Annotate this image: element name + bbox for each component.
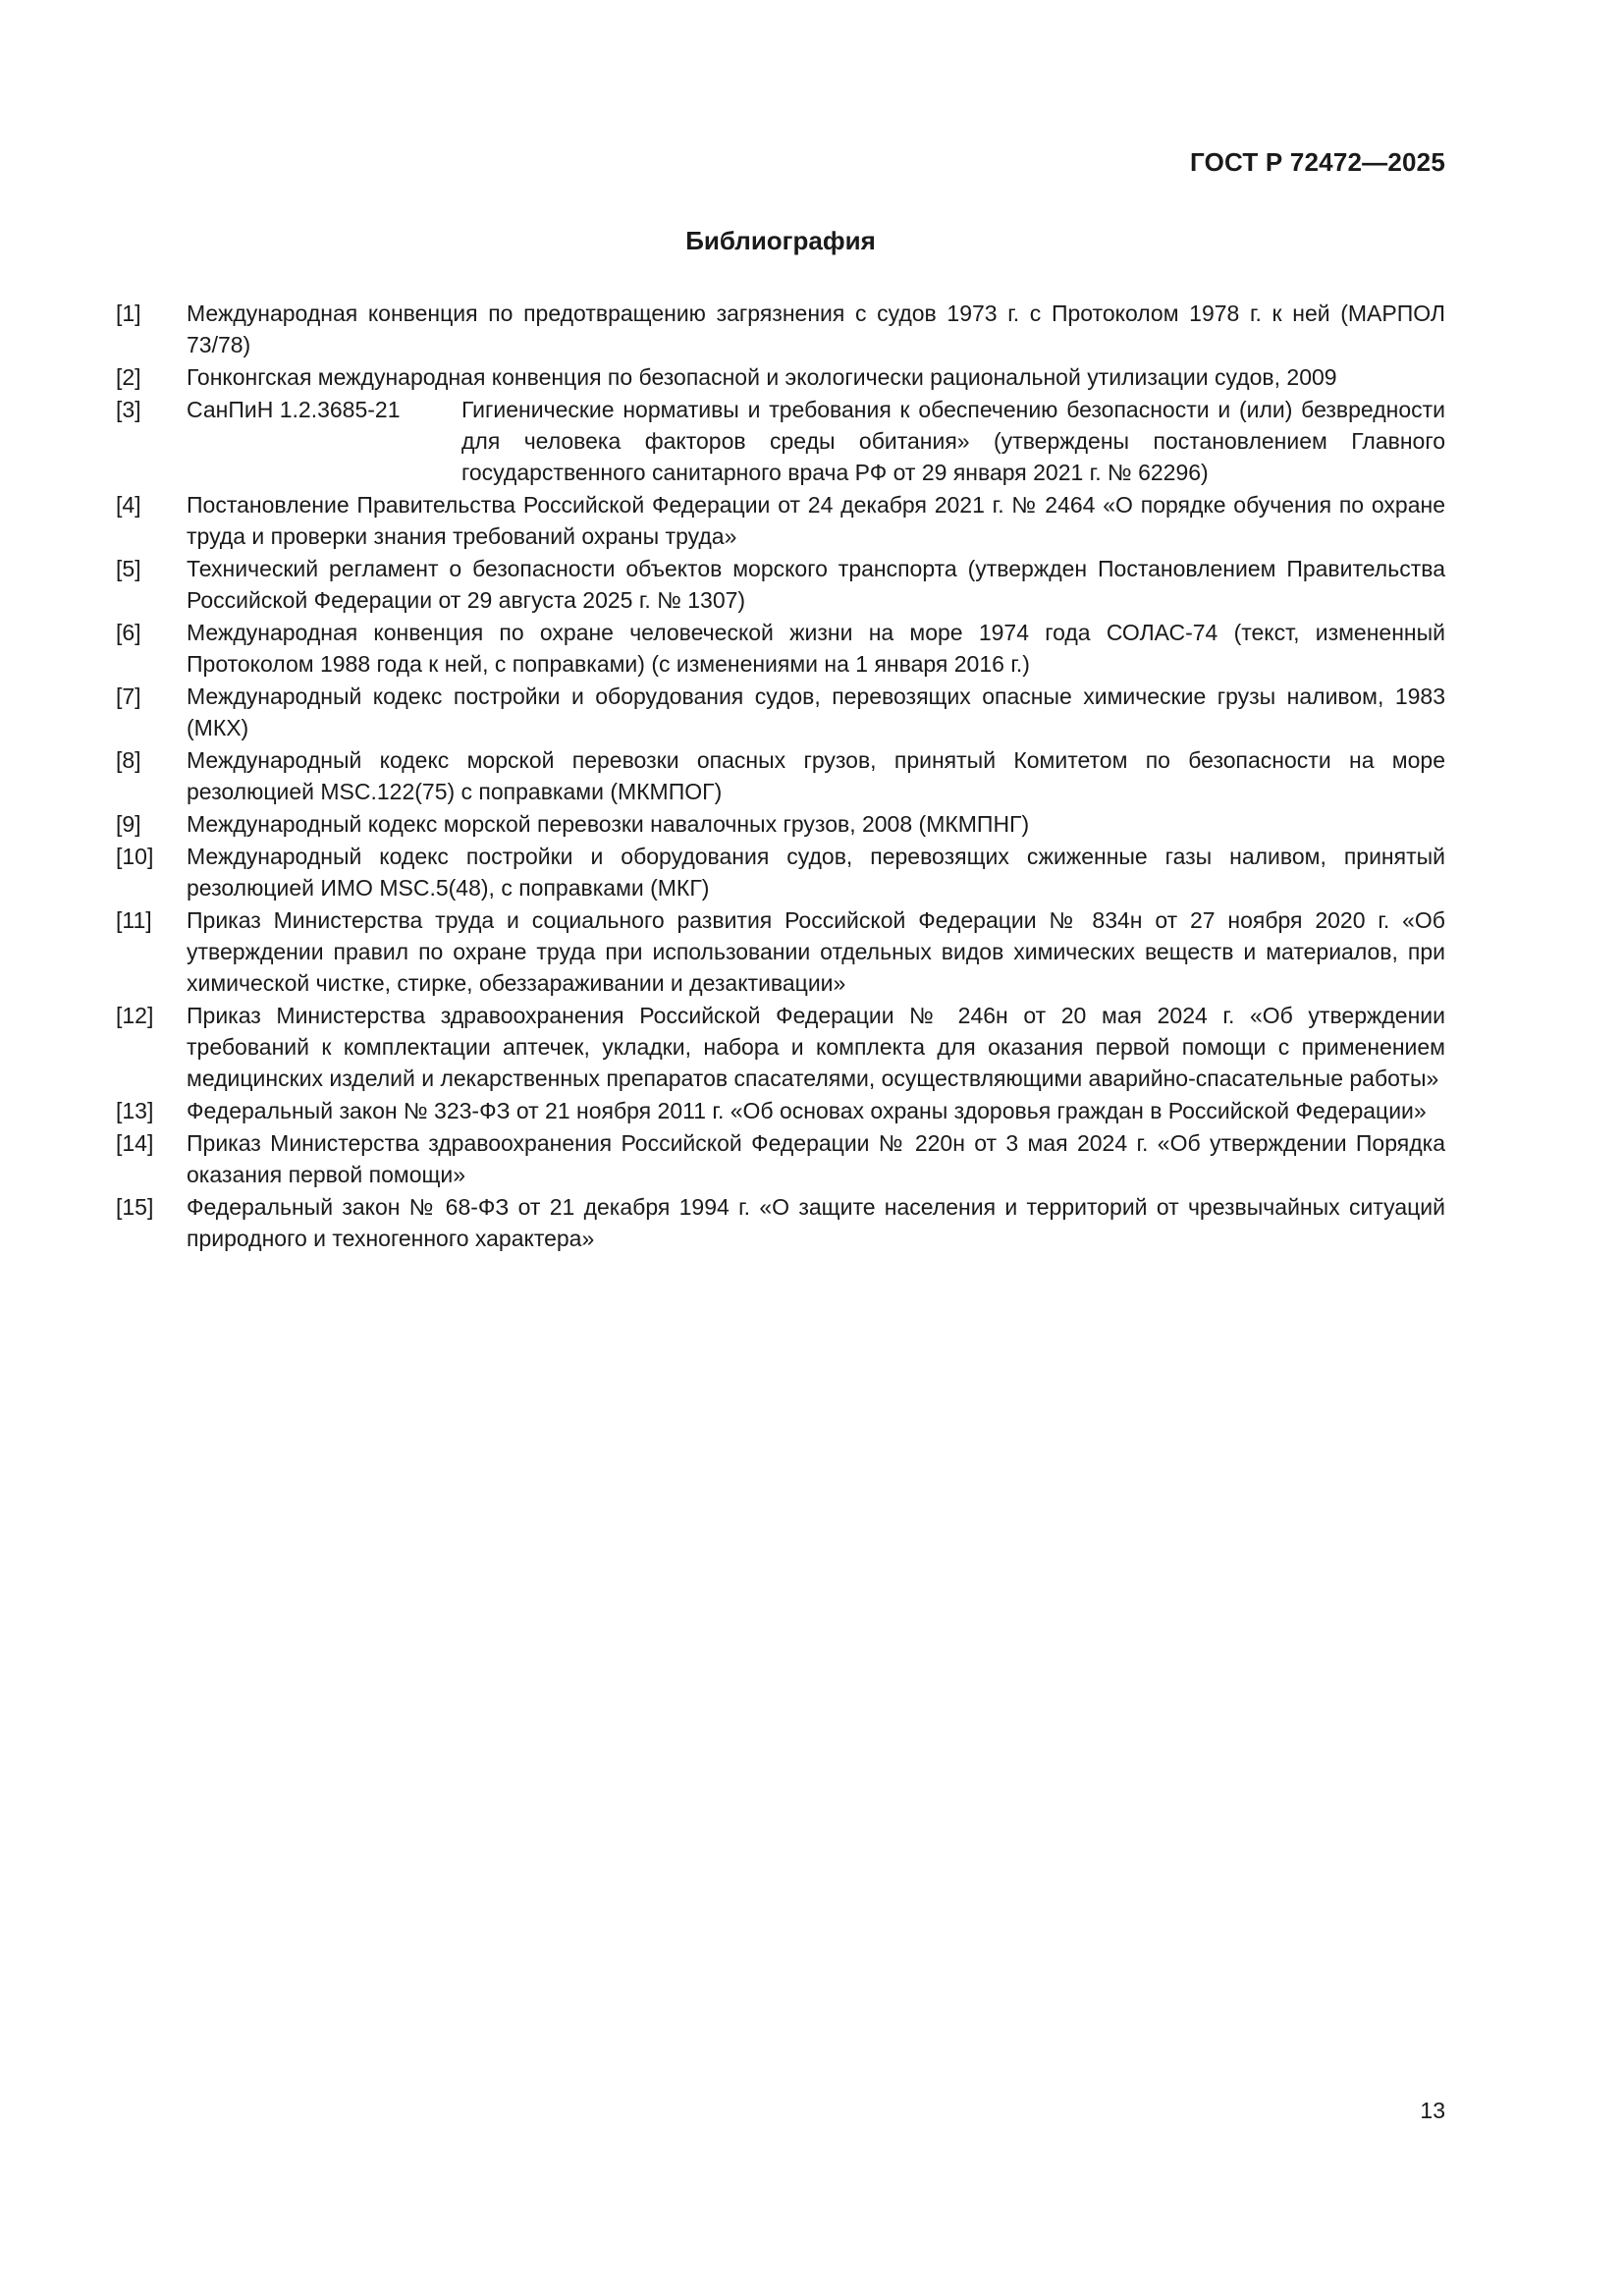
- entry-number: [15]: [116, 1194, 154, 1220]
- bibliography-entry: [116, 681, 1445, 743]
- entry-text: Гонконгская международная конвенция по безопасной и экологически рациональной утилизации судов, 2009: [187, 364, 1337, 390]
- document-code: ГОСТ Р 72472—2025: [1190, 147, 1445, 177]
- entry-text: Международная конвенция по охране человеческой жизни на море 1974 года СОЛАС-74 (текст, измененный Протоколом 1988 года к ней, с поправками) (с изменениями на 1 января 2016 г.): [187, 620, 1445, 677]
- bibliography-entry: [116, 1095, 1445, 1126]
- entry-number: [4]: [116, 492, 141, 518]
- bibliography-entry: [116, 1191, 1445, 1254]
- bibliography-entry: [116, 489, 1445, 552]
- bibliography-entry: [116, 394, 1445, 488]
- entry-number: [14]: [116, 1130, 154, 1156]
- bibliography-entry: [116, 744, 1445, 807]
- entry-text: Федеральный закон № 323-ФЗ от 21 ноября 2011 г. «Об основах охраны здоровья граждан в Российской Федерации»: [187, 1098, 1427, 1123]
- bibliography-entry: [116, 841, 1445, 903]
- entry-number: [3]: [116, 397, 141, 422]
- entry-text: Международный кодекс морской перевозки навалочных грузов, 2008 (МКМПНГ): [187, 811, 1030, 837]
- entry-number: [12]: [116, 1003, 154, 1028]
- entry-number: [9]: [116, 811, 141, 837]
- bibliography-entry: [116, 617, 1445, 680]
- bibliography-entry: [116, 553, 1445, 616]
- entry-text: Международная конвенция по предотвращению загрязнения с судов 1973 г. с Протоколом 1978 г. к ней (МАРПОЛ 73/78): [187, 301, 1445, 357]
- bibliography-entry: [116, 298, 1445, 360]
- entry-text: Постановление Правительства Российской Федерации от 24 декабря 2021 г. № 2464 «О порядке обучения по охране труда и проверки знания требований охраны труда»: [187, 492, 1445, 549]
- bibliography-entry: [116, 904, 1445, 999]
- entry-number: [1]: [116, 301, 141, 326]
- entry-text: Приказ Министерства здравоохранения Российской Федерации № 246н от 20 мая 2024 г. «Об утверждении требований к комплектации аптечек, укладки, набора и комплекта для оказания первой помощи с применением медицинских изделий и лекарственных препаратов спасателями, осуществляющими аварийно-спасательные работы»: [187, 1003, 1445, 1091]
- entry-number: [13]: [116, 1098, 154, 1123]
- entry-text: Приказ Министерства труда и социального развития Российской Федерации № 834н от 27 ноября 2020 г. «Об утверждении правил по охране труда при использовании отдельных видов химических веществ и материалов, при химической чистке, стирке, обеззараживании и дезактивации»: [187, 907, 1445, 996]
- entry-text: Гигиенические нормативы и требования к обеспечению безопасности и (или) безвредности для человека факторов среды обитания» (утверждены постановлением Главного государственного санитарного врача РФ от 29 января 2021 г. № 62296): [461, 397, 1445, 485]
- entry-text: Федеральный закон № 68-ФЗ от 21 декабря 1994 г. «О защите населения и территорий от чрезвычайных ситуаций природного и техногенного характера»: [187, 1194, 1445, 1251]
- bibliography-entry: [116, 1127, 1445, 1190]
- bibliography-entry: [116, 808, 1445, 840]
- bibliography-entry: [116, 361, 1445, 393]
- entry-number: [8]: [116, 747, 141, 773]
- entry-number: [11]: [116, 907, 152, 933]
- bibliography-list: [116, 298, 1445, 1254]
- page-number: 13: [1420, 2098, 1445, 2123]
- entry-text: Международный кодекс постройки и оборудования судов, перевозящих сжиженные газы наливом, принятый резолюцией ИМО MSC.5(48), с поправками (МКГ): [187, 844, 1445, 901]
- entry-number: [6]: [116, 620, 141, 645]
- entry-text: Технический регламент о безопасности объектов морского транспорта (утвержден Постановлением Правительства Российской Федерации от 29 августа 2025 г. № 1307): [187, 556, 1445, 613]
- entry-text: Международный кодекс постройки и оборудования судов, перевозящих опасные химические грузы наливом, 1983 (МКХ): [187, 683, 1445, 740]
- entry-number: [5]: [116, 556, 141, 581]
- entry-number: [7]: [116, 683, 141, 709]
- entry-number: [10]: [116, 844, 154, 869]
- entry-text: Приказ Министерства здравоохранения Российской Федерации № 220н от 3 мая 2024 г. «Об утверждении Порядка оказания первой помощи»: [187, 1130, 1445, 1187]
- page-title: Библиография: [685, 226, 876, 255]
- sanpin-entry: [187, 394, 1445, 488]
- bibliography-entry: [116, 1000, 1445, 1094]
- entry-text: Международный кодекс морской перевозки опасных грузов, принятый Комитетом по безопасности на море резолюцией MSC.122(75) с поправками (МКМПОГ): [187, 747, 1445, 804]
- entry-number: [2]: [116, 364, 141, 390]
- entry-code: СанПиН 1.2.3685-21: [187, 397, 401, 422]
